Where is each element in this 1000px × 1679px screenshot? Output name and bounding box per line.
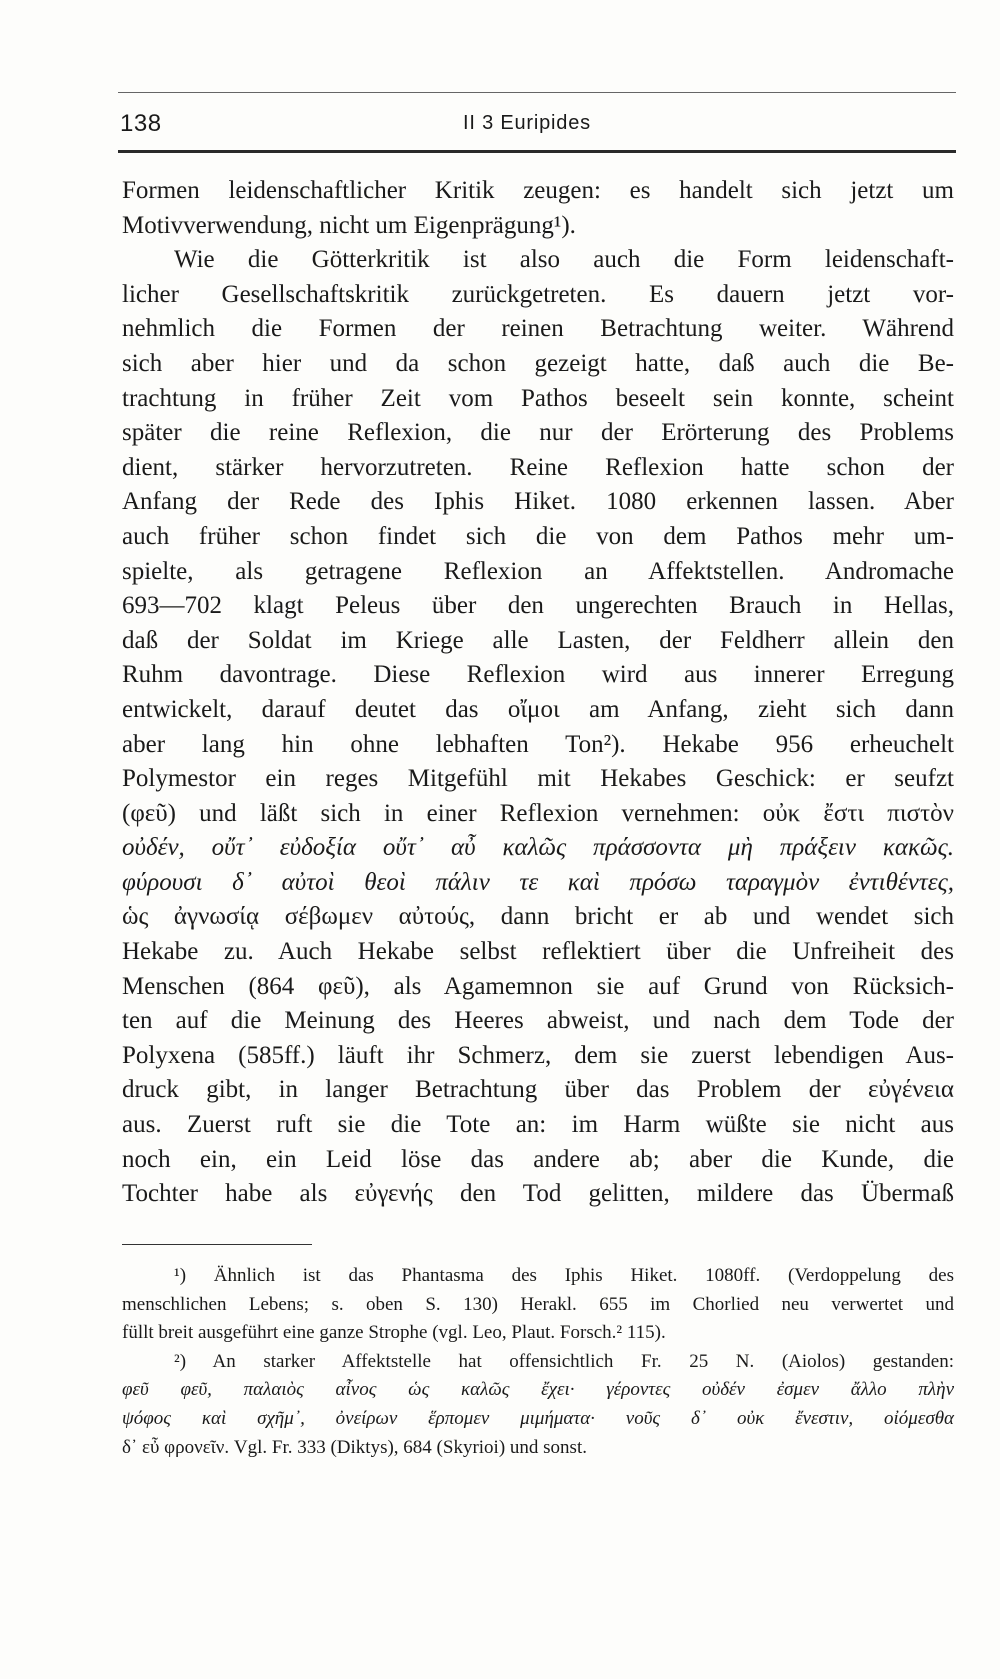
text-line: Menschen (864 φεῦ), als Agamemnon sie auf Grund von Rücksich- [122, 972, 954, 1000]
text-line: auch früher schon findet sich die von dem Pathos mehr um- [122, 522, 954, 550]
text-line: entwickelt, darauf deutet das οἴμοι am Anfang, zieht sich dann [122, 695, 954, 723]
main-text [122, 174, 954, 1212]
text-line: noch ein, ein Leid löse das andere ab; aber die Kunde, die [122, 1145, 954, 1173]
text-line: Polymestor ein reges Mitgefühl mit Hekabes Geschick: er seufzt [122, 765, 954, 793]
text-line: druck gibt, in langer Betrachtung über das Problem der εὐγένεια [122, 1076, 954, 1104]
text-line: Hekabe zu. Auch Hekabe selbst reflektiert über die Unfreiheit des [122, 938, 954, 966]
footnote-line: füllt breit ausgeführt eine ganze Strophe (vgl. Leo, Plaut. Forsch.² 115). [122, 1322, 666, 1344]
page-number: 138 [120, 110, 162, 137]
text-line: 693—702 klagt Peleus über den ungerechten Brauch in Hellas, [122, 592, 954, 620]
footnote-line-greek: φεῦ φεῦ, παλαιὸς αἶνος ὡς καλῶς ἔχει· γέροντες οὐδέν ἐσμεν ἄλλο πλὴν [122, 1379, 954, 1401]
text-line: nehmlich die Formen der reinen Betrachtung weiter. Während [122, 315, 954, 343]
text-line: dient, stärker hervorzutreten. Reine Reflexion hatte schon der [122, 453, 954, 481]
running-head: II 3 Euripides [463, 112, 591, 134]
footnote-line: menschlichen Lebens; s. oben S. 130) Herakl. 655 im Chorlied neu verwertet und [122, 1293, 954, 1315]
text-line: trachtung in früher Zeit vom Pathos beseelt sein konnte, scheint [122, 384, 954, 412]
text-line: Anfang der Rede des Iphis Hiket. 1080 erkennen lassen. Aber [122, 488, 954, 516]
text-line: später die reine Reflexion, die nur der Erörterung des Problems [122, 419, 954, 447]
footnote-divider [122, 1244, 312, 1245]
footnote-line-greek: ψόφος καὶ σχῆμ᾽, ὀνείρων ἕρπομεν μιμήματα· νοῦς δ᾽ οὐκ ἔνεστιν, οἰόμεσθα [122, 1407, 954, 1429]
header-bottom-rule [118, 150, 956, 153]
text-line: Motivverwendung, nicht um Eigenprägung¹). [122, 211, 576, 239]
text-line: ὡς ἀγνωσίᾳ σέβωμεν αὐτούς, dann bricht er ab und wendet sich [122, 903, 954, 931]
footnote-line: ¹) Ähnlich ist das Phantasma des Iphis Hiket. 1080ff. (Verdoppelung des [174, 1265, 954, 1286]
text-line: daß der Soldat im Kriege alle Lasten, der Feldherr allein den [122, 626, 954, 654]
text-line: Ruhm davontrage. Diese Reflexion wird aus innerer Erregung [122, 661, 954, 689]
text-line: spielte, als getragene Reflexion an Affektstellen. Andromache [122, 557, 954, 585]
text-line: Tochter habe als εὐγενής den Tod gelitten, mildere das Übermaß [122, 1180, 954, 1208]
text-line: (φεῦ) und läßt sich in einer Reflexion vernehmen: οὐκ ἔστι πιστὸν [122, 799, 954, 827]
footnote-line: δ᾽ εὖ φρονεῖν. Vgl. Fr. 333 (Diktys), 684 (Skyrioi) und sonst. [122, 1436, 587, 1458]
footnote-line: ²) An starker Affektstelle hat offensichtlich Fr. 25 N. (Aiolos) gestanden: [174, 1350, 954, 1372]
text-line: ten auf die Meinung des Heeres abweist, und nach dem Tode der [122, 1007, 954, 1035]
text-line: licher Gesellschaftskritik zurückgetreten. Es dauern jetzt vor- [122, 280, 954, 308]
page-header [118, 92, 956, 152]
text-line: sich aber hier und da schon gezeigt hatte, daß auch die Be- [122, 349, 954, 377]
text-line: Wie die Götterkritik ist also auch die Form leidenschaft- [174, 246, 954, 274]
text-line: Formen leidenschaftlicher Kritik zeugen: es handelt sich jetzt um [122, 177, 954, 204]
text-line-greek: φύρουσι δ᾽ αὐτοὶ θεοὶ πάλιν τε καὶ πρόσω ταραγμὸν ἐντιθέντες, [122, 868, 954, 896]
header-top-rule [118, 92, 956, 93]
text-line: aus. Zuerst ruft sie die Tote an: im Harm wüßte sie nicht aus [122, 1111, 954, 1139]
text-line: Polyxena (585ff.) läuft ihr Schmerz, dem sie zuerst lebendigen Aus- [122, 1041, 954, 1069]
text-line: aber lang hin ohne lebhaften Ton²). Hekabe 956 erheuchelt [122, 730, 954, 758]
text-line-greek: οὐδέν, οὔτ᾽ εὐδοξία οὔτ᾽ αὖ καλῶς πράσσοντα μὴ πράξειν κακῶς. [122, 834, 954, 862]
footnotes [122, 1262, 954, 1462]
